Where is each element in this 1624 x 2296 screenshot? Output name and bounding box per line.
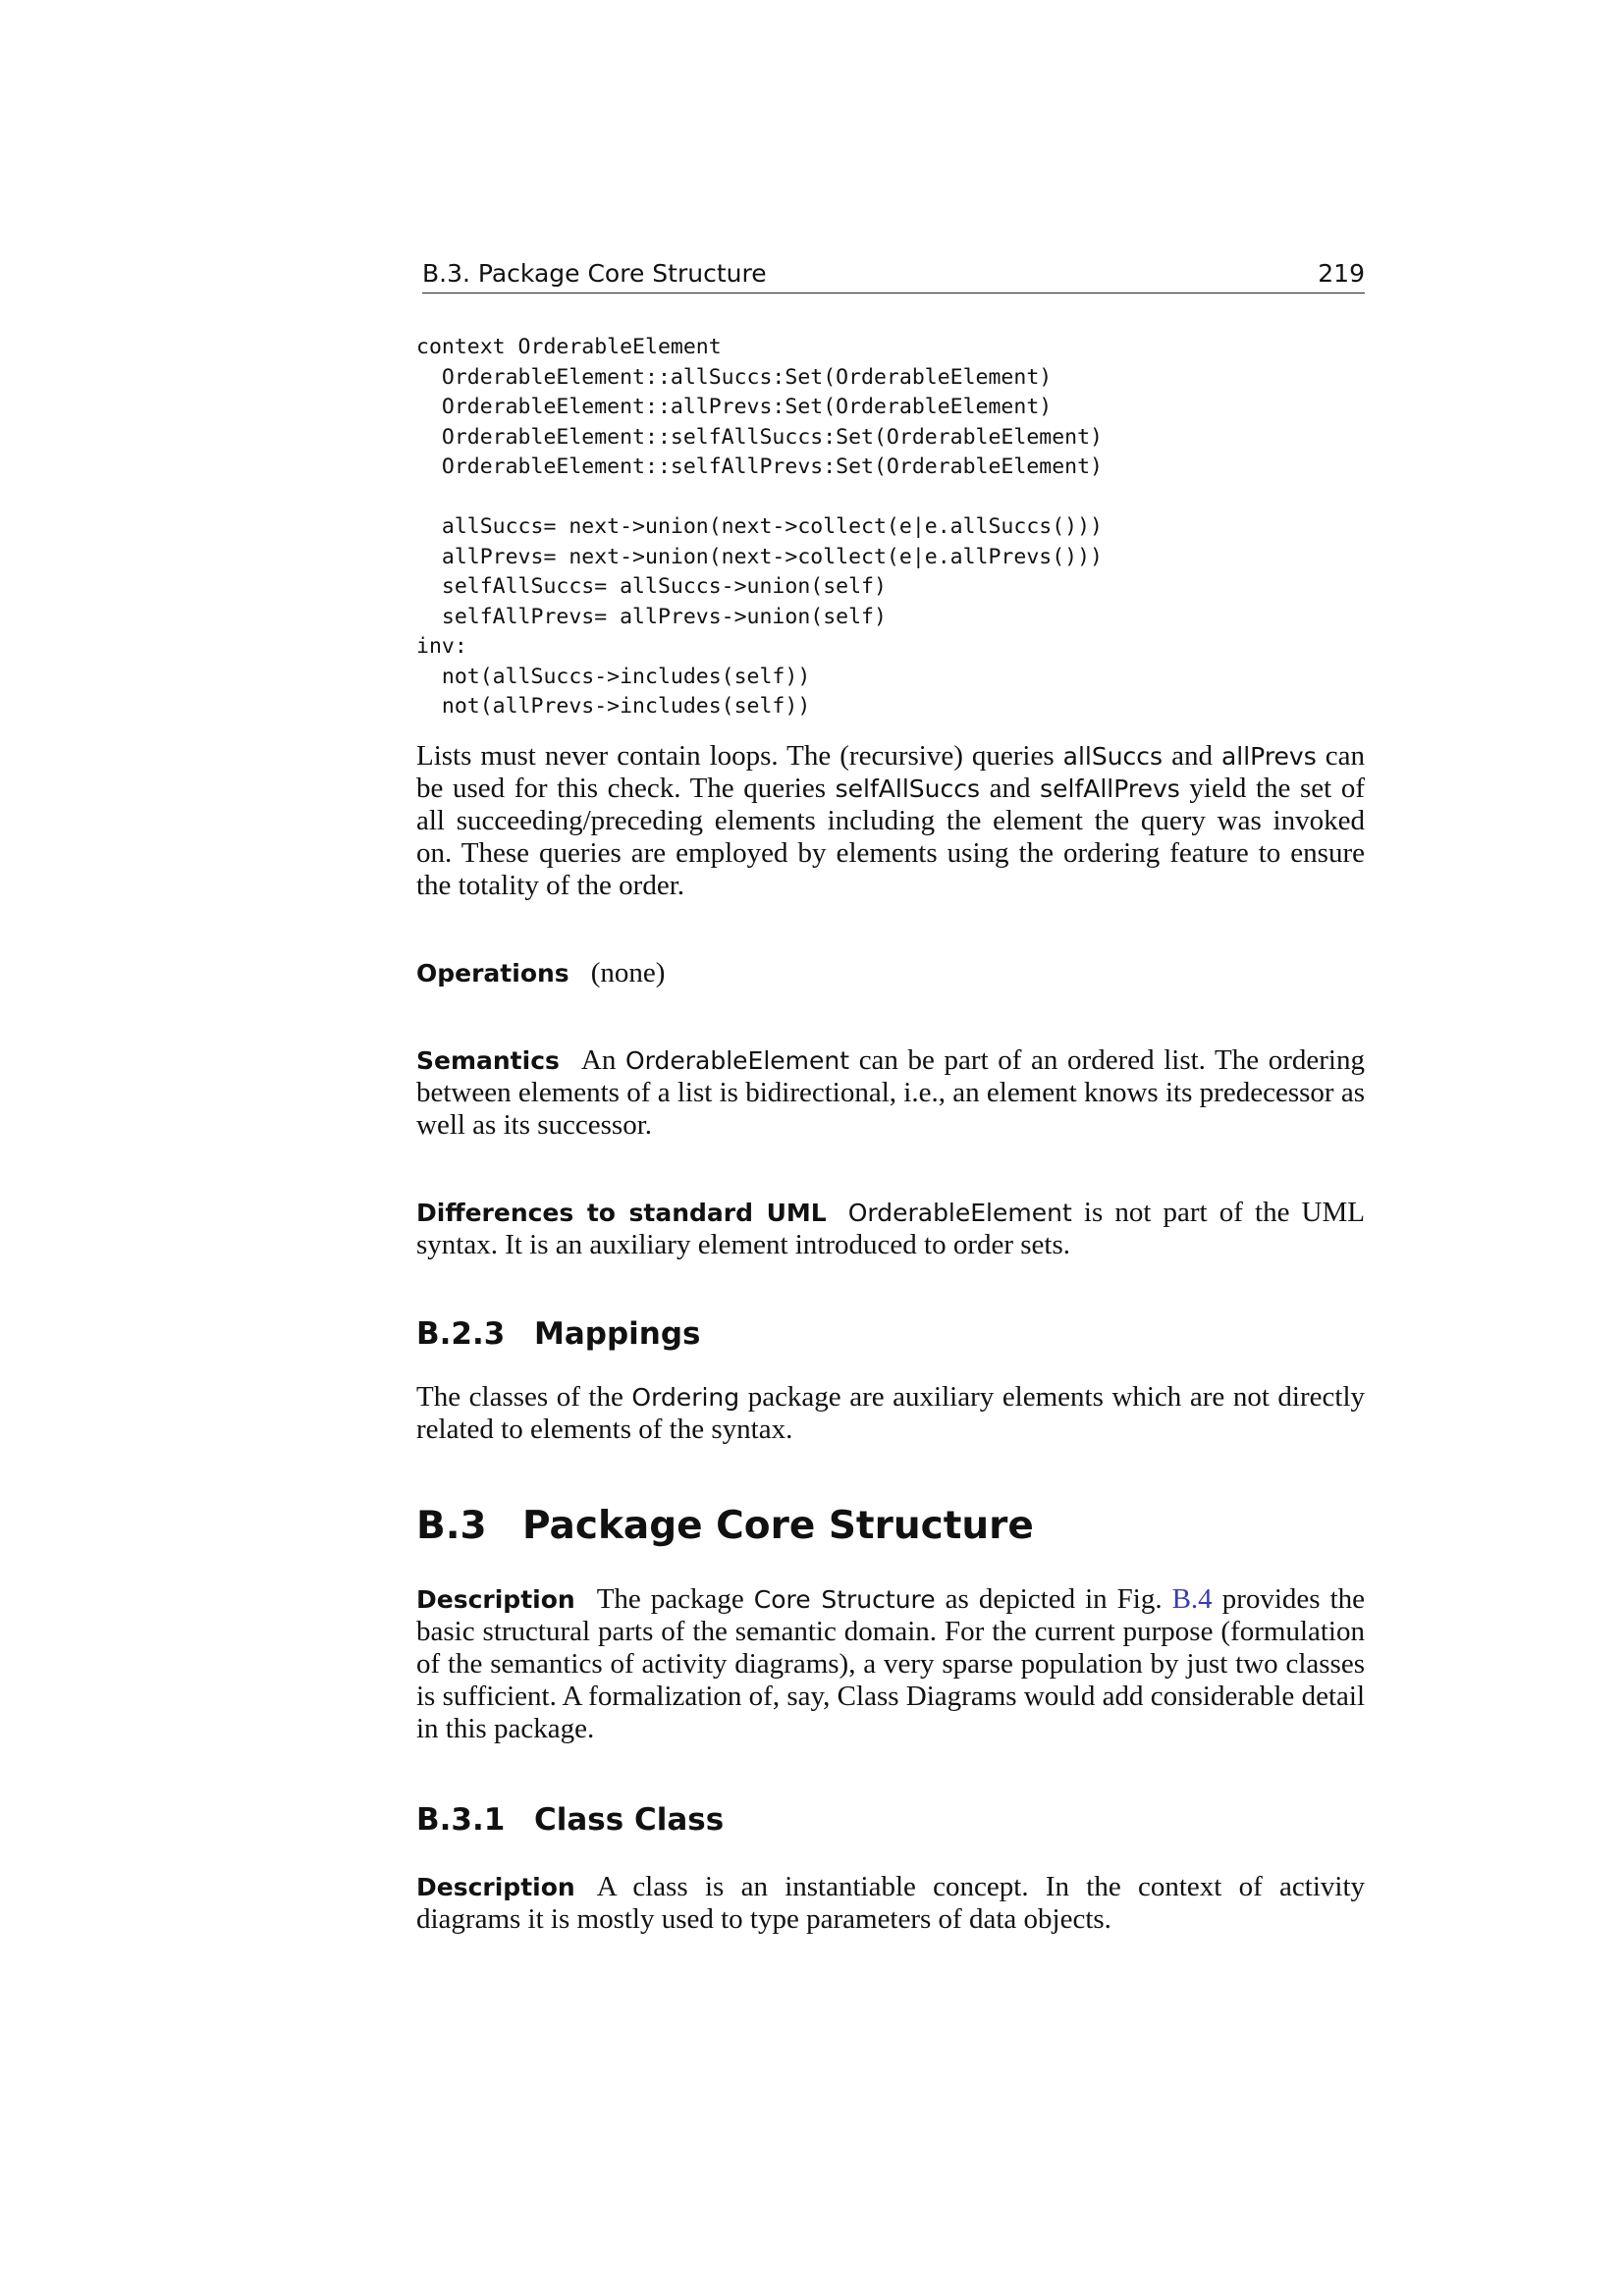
mappings-paragraph <box>416 1381 1365 1446</box>
query-name-allprevs: allPrevs <box>1220 741 1317 771</box>
code-line: selfAllPrevs= allPrevs->union(self) <box>416 604 887 629</box>
lists-paragraph <box>416 740 1365 902</box>
section-title: Package Core Structure <box>522 1503 1034 1548</box>
text-run: as depicted in Fig. <box>935 1582 1172 1615</box>
subsection-number: B.3.1 <box>416 1801 506 1838</box>
semantics-paragraph <box>416 1044 1365 1142</box>
code-line: inv: <box>416 634 467 659</box>
query-name-selfallprevs: selfAllPrevs <box>1040 774 1180 803</box>
text-run: can be used for this check. The queries <box>416 739 1366 804</box>
subsection-title: Class Class <box>534 1801 725 1838</box>
differences-paragraph <box>416 1197 1365 1261</box>
query-name-allsuccs: allSuccs <box>1062 741 1164 771</box>
text-run: The classes of the <box>416 1380 632 1413</box>
operations-text: (none) <box>590 956 666 988</box>
subsection-title: Mappings <box>534 1315 701 1352</box>
class-name-orderableelement: OrderableElement <box>847 1198 1072 1227</box>
header-section-title: B.3. Package Core Structure <box>422 259 767 288</box>
subsection-number: B.2.3 <box>416 1315 506 1352</box>
section-number: B.3 <box>416 1503 487 1548</box>
class-description-paragraph <box>416 1871 1365 1936</box>
figure-reference-link[interactable]: B.4 <box>1171 1582 1213 1615</box>
text-run: can be part of an ordered list. The ordering between elements of a list is bidirectional, i.e., an element knows its predecessor as well as its successor. <box>416 1043 1365 1141</box>
page <box>416 257 1365 1936</box>
code-line: allPrevs= next->union(next->collect(e|e.allPrevs())) <box>416 544 1103 569</box>
text-run: The package <box>596 1582 754 1615</box>
package-name-ordering: Ordering <box>631 1382 740 1412</box>
code-line: allSuccs= next->union(next->collect(e|e.allSuccs())) <box>416 514 1103 539</box>
semantics-label: Semantics <box>416 1045 560 1075</box>
code-line: selfAllSuccs= allSuccs->union(self) <box>416 574 887 599</box>
text-run: and <box>1163 739 1221 772</box>
differences-label: Differences to standard UML <box>416 1198 827 1227</box>
text-run: Lists must never contain loops. The (recursive) queries <box>416 739 1063 772</box>
text-run: is not part of the UML syntax. It is an auxiliary element introduced to order sets. <box>416 1196 1365 1260</box>
subsection-heading-class-class <box>416 1800 1365 1840</box>
class-name-orderableelement: OrderableElement <box>624 1045 850 1075</box>
operations-paragraph <box>416 957 1365 989</box>
operations-label: Operations <box>416 958 569 988</box>
code-line: OrderableElement::selfAllSuccs:Set(OrderableElement) <box>416 424 1103 450</box>
text-run: and <box>980 772 1041 804</box>
ocl-code-block <box>416 333 1365 722</box>
text-run: yield the set of all succeeding/preceding elements including the element the query was invoked on. These queries are employed by elements using the ordering feature to ensure the totality of the order. <box>416 772 1365 901</box>
code-line: OrderableElement::allPrevs:Set(OrderableElement) <box>416 395 1053 419</box>
text-run: package are auxiliary elements which are not directly related to elements of the syntax. <box>416 1380 1365 1445</box>
code-line: OrderableElement::selfAllPrevs:Set(OrderableElement) <box>416 454 1103 479</box>
page-number: 219 <box>1318 259 1365 288</box>
text-run: provides the basic structural parts of the semantic domain. For the current purpose (formulation of the semantics of activity diagrams), a very sparse population by just two classes is sufficient. A formalization of, say, Class Diagrams would add considerable detail in this package. <box>416 1582 1366 1744</box>
b3-description-paragraph <box>416 1583 1365 1745</box>
description-label: Description <box>416 1872 575 1901</box>
description-label: Description <box>416 1584 575 1614</box>
code-line: not(allPrevs->includes(self)) <box>416 694 811 719</box>
code-line: not(allSuccs->includes(self)) <box>416 664 811 689</box>
package-name-core-structure: Core Structure <box>753 1584 936 1614</box>
text-run: An <box>580 1043 625 1076</box>
text-run: A class is an instantiable concept. In the context of activity diagrams it is mostly used to type parameters of data objects. <box>416 1870 1365 1935</box>
code-line: context OrderableElement <box>416 335 722 359</box>
section-heading-b3 <box>416 1503 1365 1550</box>
code-line <box>416 483 1365 513</box>
query-name-selfallsuccs: selfAllSuccs <box>835 774 981 803</box>
subsection-heading-mappings <box>416 1314 1365 1354</box>
running-header <box>422 257 1365 294</box>
code-line: OrderableElement::allSuccs:Set(OrderableElement) <box>416 364 1053 390</box>
